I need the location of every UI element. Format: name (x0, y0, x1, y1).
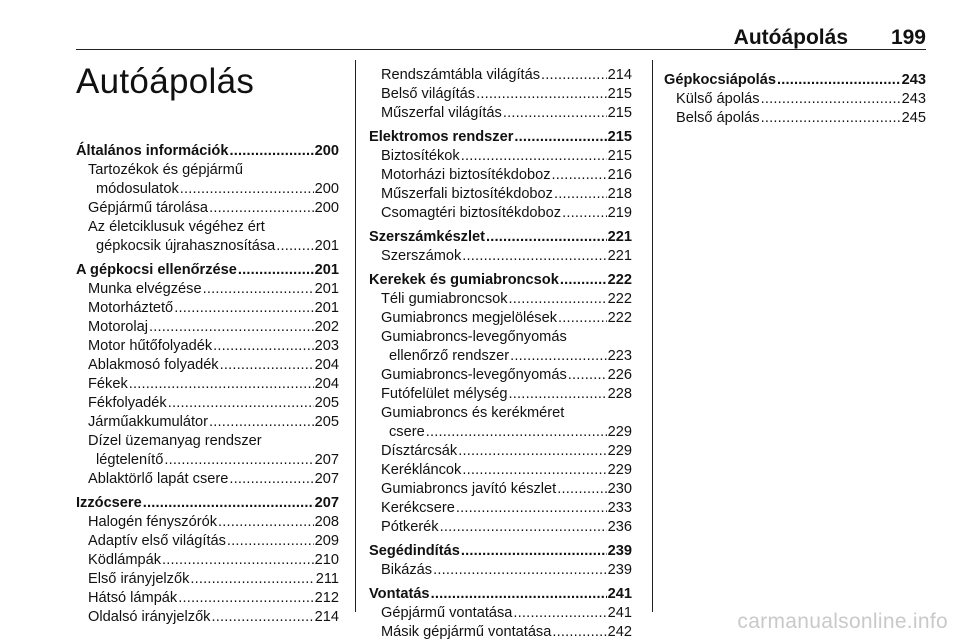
toc-item[interactable]: Ablakmosó folyadék ..... 204 (76, 356, 339, 375)
toc-item[interactable]: Gumiabroncs megjelölések ..... 222 (369, 309, 632, 328)
toc-item[interactable]: Gépjármű tárolása ..... 200 (76, 199, 339, 218)
toc-item[interactable]: Járműakkumulátor ..... 205 (76, 413, 339, 432)
header-divider (76, 49, 926, 50)
toc-item[interactable]: Bikázás ..... 239 (369, 561, 632, 580)
toc-item[interactable]: Téli gumiabroncsok ..... 222 (369, 290, 632, 309)
toc-column-2 (369, 66, 632, 642)
toc-item-wrap-line: Gumiabroncs-levegőnyomás (381, 329, 567, 345)
toc-item[interactable]: csere ..... 229 (369, 423, 632, 442)
toc-item[interactable]: Munka elvégzése ..... 201 (76, 280, 339, 299)
toc-item[interactable]: Műszerfal világítás ..... 215 (369, 104, 632, 123)
toc-item[interactable]: Dísztárcsák ..... 229 (369, 442, 632, 461)
toc-item[interactable]: légtelenítő ..... 207 (76, 451, 339, 470)
toc-item[interactable]: Pótkerék ..... 236 (369, 518, 632, 537)
toc-item-wrap-line: Gumiabroncs és kerékméret (381, 405, 565, 421)
column-divider-2 (652, 60, 653, 612)
toc-section-kerekek[interactable]: Kerekek és gumiabroncsok ..... 222 (369, 271, 632, 290)
toc-item-wrap-line: Tartozékok és gépjármű (88, 162, 243, 178)
toc-item[interactable]: Motorháztető ..... 201 (76, 299, 339, 318)
toc-item-wrap-line: Az életciklusuk végéhez ért (88, 219, 265, 235)
toc-item[interactable]: Csomagtéri biztosítékdoboz ..... 219 (369, 204, 632, 223)
toc-column-1 (76, 62, 339, 627)
toc-item[interactable]: Belső világítás ..... 215 (369, 85, 632, 104)
toc-item[interactable]: Belső ápolás ..... 245 (664, 109, 926, 128)
toc-item[interactable]: Ablaktörlő lapát csere ..... 207 (76, 470, 339, 489)
toc-item-wrap-line: Dízel üzemanyag rendszer (88, 433, 262, 449)
toc-section-elektromos[interactable]: Elektromos rendszer ..... 215 (369, 128, 632, 147)
page-number: 199 (890, 26, 926, 49)
toc-column-3 (664, 71, 926, 128)
toc-item[interactable]: ellenőrző rendszer ..... 223 (369, 347, 632, 366)
toc-item[interactable]: gépkocsik újrahasznosítása ..... 201 (76, 237, 339, 256)
toc-item[interactable]: Műszerfali biztosítékdoboz ..... 218 (369, 185, 632, 204)
toc-item[interactable]: Oldalsó irányjelzők ..... 214 (76, 608, 339, 627)
toc-section-gepkocsiapolas[interactable]: Gépkocsiápolás ..... 243 (664, 71, 926, 90)
site-watermark: carmanualsonline.info (737, 610, 948, 633)
toc-item[interactable]: Másik gépjármű vontatása ..... 242 (369, 623, 632, 642)
chapter-heading: Autóápolás (76, 62, 255, 101)
page-header (76, 26, 926, 48)
running-title: Autóápolás (733, 26, 848, 49)
toc-item[interactable]: Kerékcsere ..... 233 (369, 499, 632, 518)
toc-item[interactable]: módosulatok ..... 200 (76, 180, 339, 199)
toc-item[interactable]: Kerékláncok ..... 229 (369, 461, 632, 480)
toc-item[interactable]: Adaptív első világítás ..... 209 (76, 532, 339, 551)
toc-item[interactable]: Fékek ..... 204 (76, 375, 339, 394)
toc-item[interactable]: Fékfolyadék ..... 205 (76, 394, 339, 413)
toc-item[interactable]: Biztosítékok ..... 215 (369, 147, 632, 166)
toc-section-izzocsere[interactable]: Izzócsere ..... 207 (76, 494, 339, 513)
toc-item[interactable]: Szerszámok ..... 221 (369, 247, 632, 266)
toc-item[interactable]: Hátsó lámpák ..... 212 (76, 589, 339, 608)
toc-item[interactable]: Gépjármű vontatása ..... 241 (369, 604, 632, 623)
toc-section-segedinditas[interactable]: Segédindítás ..... 239 (369, 542, 632, 561)
toc-item[interactable]: Motor hűtőfolyadék ..... 203 (76, 337, 339, 356)
toc-section-altalanos[interactable]: Általános információk ..... 200 (76, 142, 339, 161)
column-divider-1 (355, 60, 356, 612)
toc-item[interactable]: Első irányjelzők ..... 211 (76, 570, 339, 589)
toc-item[interactable]: Motorházi biztosítékdoboz ..... 216 (369, 166, 632, 185)
toc-item[interactable]: Rendszámtábla világítás ..... 214 (369, 66, 632, 85)
toc-item[interactable]: Gumiabroncs-levegőnyomás ..... 226 (369, 366, 632, 385)
toc-item[interactable]: Halogén fényszórók ..... 208 (76, 513, 339, 532)
toc-item[interactable]: Külső ápolás ..... 243 (664, 90, 926, 109)
toc-item[interactable]: Motorolaj ..... 202 (76, 318, 339, 337)
toc-item[interactable]: Ködlámpák ..... 210 (76, 551, 339, 570)
toc-section-szerszamkeszlet[interactable]: Szerszámkészlet ..... 221 (369, 228, 632, 247)
toc-section-vontatas[interactable]: Vontatás ..... 241 (369, 585, 632, 604)
toc-item[interactable]: Futófelület mélység ..... 228 (369, 385, 632, 404)
toc-section-ellenorzes[interactable]: A gépkocsi ellenőrzése ..... 201 (76, 261, 339, 280)
toc-item[interactable]: Gumiabroncs javító készlet ..... 230 (369, 480, 632, 499)
